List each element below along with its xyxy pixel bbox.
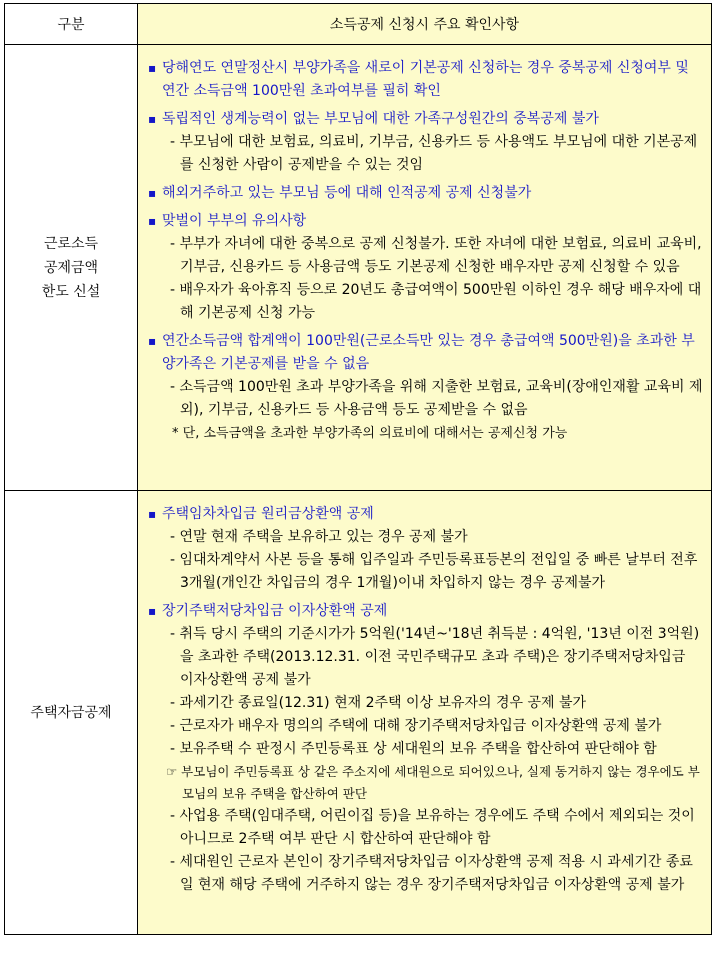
section-item: - 근로자가 배우자 명의의 주택에 대해 장기주택저당차입금 이자상환액 공제 불가 bbox=[170, 718, 662, 734]
section-title: ▪ 연간소득금액 합계액이 100만원(근로소득만 있는 경우 총급여액 500만원)을 초과한 부양가족은 기본공제를 받을 수 없음 bbox=[148, 330, 703, 376]
header-main: 소득공제 신청시 주요 확인사항 bbox=[138, 4, 712, 45]
section bbox=[148, 210, 703, 325]
section-item: - 과세기간 종료일(12.31) 현재 2주택 이상 보유자의 경우 공제 불가 bbox=[170, 695, 587, 711]
section-title: ▪ 장기주택저당차입금 이자상환액 공제 bbox=[148, 600, 703, 623]
section-item: - 소득금액 100만원 초과 부양가족을 위해 지출한 보험료, 교육비(장애인재활 교육비 제외), 기부금, 신용카드 등 사용금액 등도 공제받을 수 없음 bbox=[170, 379, 703, 418]
section-item: - 임대차계약서 사본 등을 통해 입주일과 주민등록표등본의 전입일 중 빠른 날부터 전후 3개월(개인간 차입금의 경우 1개월)이내 차입하지 않는 경우 공제불가 bbox=[170, 552, 698, 591]
section-item: - 보유주택 수 판정시 주민등록표 상 세대원의 보유 주택을 합산하여 판단해야 함 bbox=[170, 741, 657, 757]
section bbox=[148, 182, 703, 205]
section-title: ▪ 독립적인 생계능력이 없는 부모님에 대한 가족구성원간의 중복공제 불가 bbox=[148, 108, 703, 131]
row-content bbox=[138, 45, 712, 491]
section-item: - 부부가 자녀에 대한 중복으로 공제 신청불가. 또한 자녀에 대한 보험료, 의료비 교육비, 기부금, 신용카드 등 사용금액 등도 기본공제 신청한 배우자만 공제 신청할 수 있음 bbox=[170, 236, 702, 275]
category-line: 주택자금공제 bbox=[30, 704, 112, 721]
section-item: - 사업용 주택(임대주택, 어린이집 등)을 보유하는 경우에도 주택 수에서 제외되는 것이 아니므로 2주택 여부 판단 시 합산하여 판단해야 함 bbox=[170, 808, 695, 847]
section bbox=[148, 330, 703, 445]
section bbox=[148, 108, 703, 177]
deduction-checklist-table bbox=[4, 3, 712, 935]
row-content bbox=[138, 491, 712, 935]
section-note: * 단, 소득금액을 초과한 부양가족의 의료비에 대해서는 공제신청 가능 bbox=[172, 426, 568, 441]
category-line: 한도 신설 bbox=[41, 283, 101, 300]
section-title: ▪ 주택임차차입금 원리금상환액 공제 bbox=[148, 503, 703, 526]
table-row bbox=[5, 491, 712, 935]
section-item: - 세대원인 근로자 본인이 장기주택저당차입금 이자상환액 공제 적용 시 과세기간 종료일 현재 해당 주택에 거주하지 않는 경우 장기주택저당차입금 이자상환액 공제 불가 bbox=[170, 854, 693, 893]
table-row bbox=[5, 45, 712, 491]
category-line: 공제금액 bbox=[43, 259, 99, 276]
row-category bbox=[5, 45, 138, 491]
section-item: - 연말 현재 주택을 보유하고 있는 경우 공제 불가 bbox=[170, 529, 468, 545]
section-item: - 배우자가 육아휴직 등으로 20년도 총급여액이 500만원 이하인 경우 해당 배우자에 대해 기본공제 신청 가능 bbox=[170, 282, 702, 321]
section-title: ▪ 당해연도 연말정산시 부양가족을 새로이 기본공제 신청하는 경우 중복공제 신청여부 및 연간 소득금액 100만원 초과여부를 필히 확인 bbox=[148, 57, 703, 103]
section-title: ▪ 맞벌이 부부의 유의사항 bbox=[148, 210, 703, 233]
section-item: - 취득 당시 주택의 기준시가가 5억원('14년~'18년 취득분 : 4억원, '13년 이전 3억원)을 초과한 주택(2013.12.31. 이전 국민주택규모 초과 주택)은 장기주택저당차입금 이자상환액 공제 불가 bbox=[170, 626, 700, 688]
row-category bbox=[5, 491, 138, 935]
section-note: ☞ 부모님이 주민등록표 상 같은 주소지에 세대원으로 되어있으나, 실제 동거하지 않는 경우에도 부모님의 보유 주택을 합산하여 판단 bbox=[166, 764, 700, 801]
section bbox=[148, 57, 703, 103]
section-title: ▪ 해외거주하고 있는 부모님 등에 대해 인적공제 공제 신청불가 bbox=[148, 182, 703, 205]
category-line: 근로소득 bbox=[43, 235, 99, 252]
section bbox=[148, 503, 703, 595]
table-header-row bbox=[5, 4, 712, 45]
header-category: 구분 bbox=[5, 4, 138, 45]
section bbox=[148, 600, 703, 897]
section-item: - 부모님에 대한 보험료, 의료비, 기부금, 신용카드 등 사용액도 부모님에 대한 기본공제를 신청한 사람이 공제받을 수 있는 것임 bbox=[170, 134, 698, 173]
